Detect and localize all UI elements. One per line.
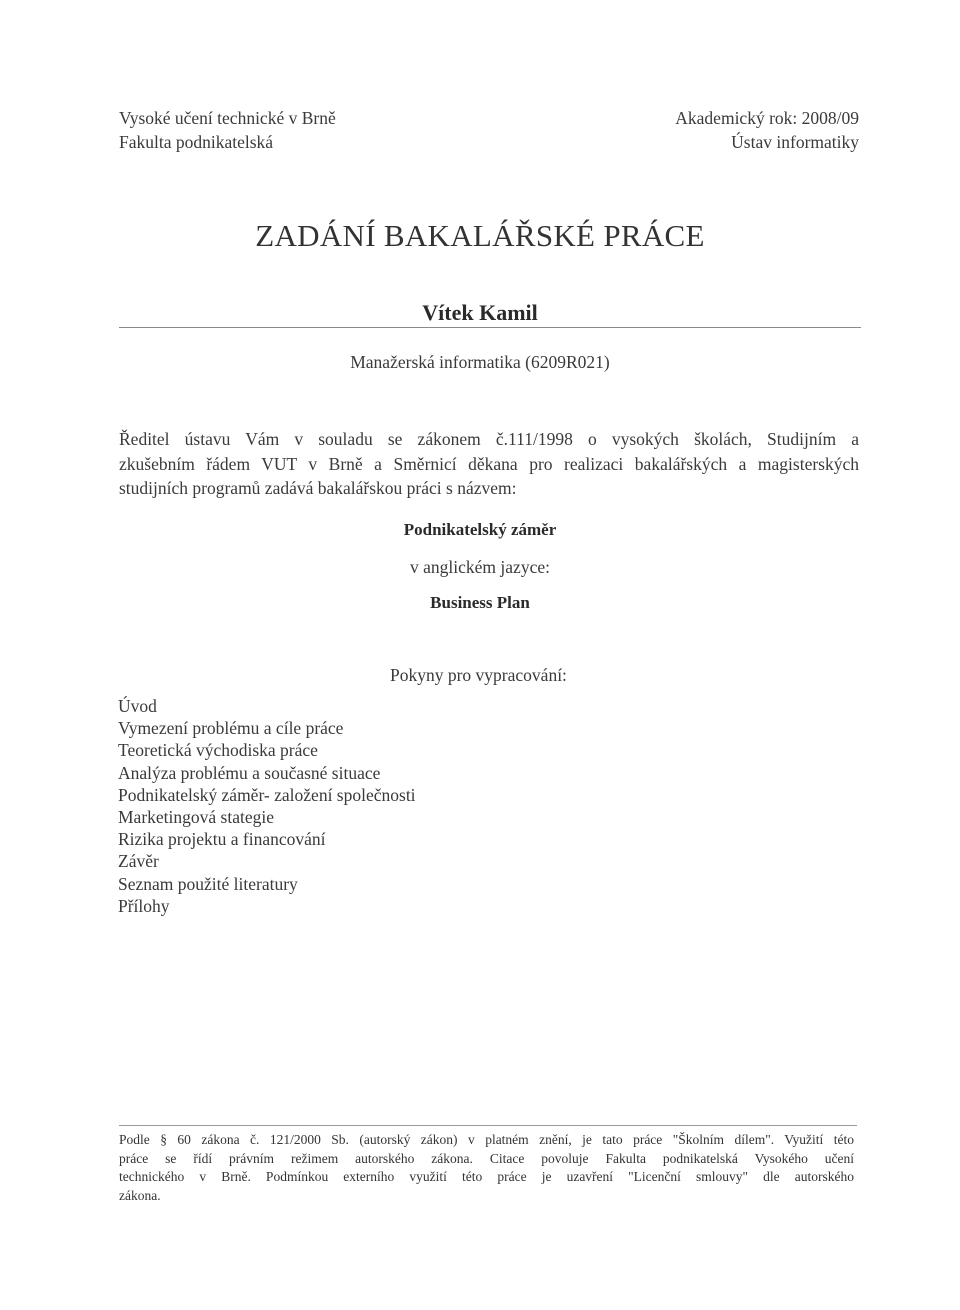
footnote-line: práce se řídí právním režimem autorského zákona. Citace povoluje Fakulta podnikatelská Vysokého učení [119, 1150, 854, 1166]
institute-name: Ústav informatiky [731, 132, 859, 152]
outline-item: Úvod [118, 696, 157, 716]
instructions-heading: Pokyny pro vypracování: [390, 665, 567, 685]
header-left [119, 106, 336, 154]
outline-item: Vymezení problému a cíle práce [118, 718, 344, 739]
intro-line: Ředitel ústavu Vám v souladu se zákonem č.111/1998 o vysokých školách, Studijním a [119, 429, 859, 449]
outline-item: Marketingová stategie [118, 807, 274, 828]
footnote-line: zákona. [119, 1187, 161, 1203]
outline-item: Teoretická východiska práce [118, 740, 318, 761]
study-program: Manažerská informatika (6209R021) [350, 352, 610, 372]
university-name: Vysoké učení technické v Brně [119, 108, 336, 128]
copyright-footnote [119, 1131, 854, 1205]
outline-item: Seznam použité literatury [118, 873, 298, 894]
outline-item: Analýza problému a současné situace [118, 762, 381, 783]
faculty-name: Fakulta podnikatelská [119, 132, 274, 152]
footnote-line: Podle § 60 zákona č. 121/2000 Sb. (autorský zákon) v platném znění, je tato práce "Školním dílem". Využití této [119, 1132, 854, 1147]
document-title: ZADÁNÍ BAKALÁŘSKÉ PRÁCE [255, 218, 705, 253]
divider [119, 327, 861, 328]
thesis-title-en: Business Plan [430, 593, 530, 612]
outline-item: Rizika projektu a financování [118, 829, 326, 850]
outline-item: Závěr [118, 851, 159, 872]
outline-list [118, 695, 416, 917]
intro-line: studijních programů zadává bakalářskou práci s názvem: [119, 478, 517, 498]
thesis-title-cz: Podnikatelský záměr [403, 520, 557, 539]
intro-line: zkušebním řádem VUT v Brně a Směrnicí děkana pro realizaci bakalářských a magisterských [119, 453, 859, 474]
intro-paragraph [119, 427, 859, 501]
footnote-line: technického v Brně. Podmínkou externího využití této práce je uzavření "Licenční smlouvy" dle autorského [119, 1169, 854, 1184]
footnote-divider [119, 1125, 857, 1126]
english-label: v anglickém jazyce: [410, 557, 550, 577]
outline-item: Přílohy [118, 895, 170, 916]
outline-item: Podnikatelský záměr- založení společnosti [118, 784, 416, 805]
header-right [675, 106, 859, 154]
student-name: Vítek Kamil [422, 300, 538, 325]
academic-year: Akademický rok: 2008/09 [675, 108, 859, 128]
